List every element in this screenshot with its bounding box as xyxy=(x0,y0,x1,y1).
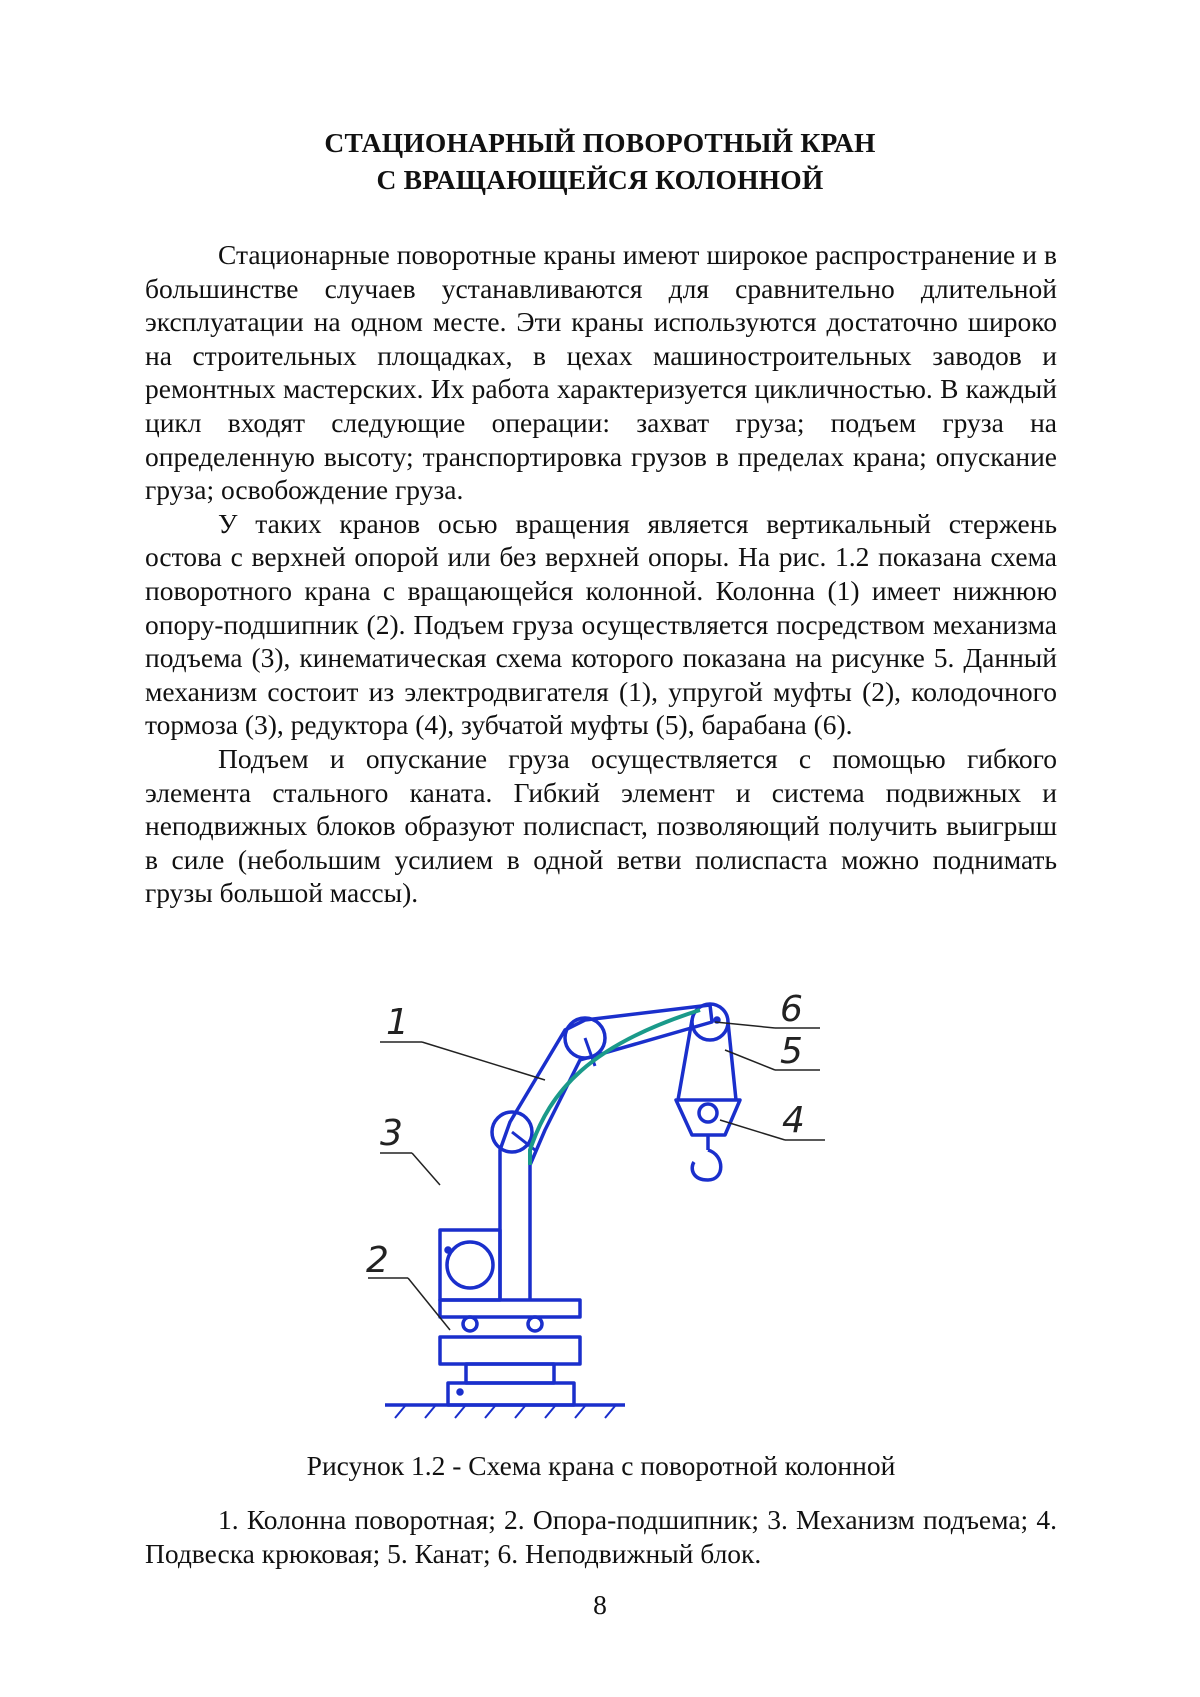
ground-hatch xyxy=(425,1406,435,1418)
crane-schematic xyxy=(366,989,940,1430)
paragraph: Стационарные поворотные краны имеют широкое распространение и в большинстве случаев устанавливаются для сравнительно длительной эксплуатации на одном месте. Эти краны используются достаточно широко на строительных площадках, в цехах машиностроительных заводов и ремонтных мастерских. Их работа характеризуется цикличностью. В каждый цикл входят следующие операции: захват груза; подъем груза на определенную высоту; транспортировка грузов в пределах крана; опускание груза; освобождение груза. xyxy=(145,239,1057,506)
rope-branch-right xyxy=(728,1022,736,1100)
leader-line xyxy=(720,1120,785,1140)
ground-hatch xyxy=(455,1406,465,1418)
figure-legend xyxy=(145,1503,1057,1570)
callout-4: 4 xyxy=(782,1100,805,1141)
leader-line xyxy=(715,1022,775,1028)
bearing-roller-left xyxy=(463,1317,477,1331)
paragraph: У таких кранов осью вращения является вертикальный стержень остова с верхней опорой или без верхней опоры. На рис. 1.2 показана схема поворотного крана с вращающейся колонной. Колонна (1) имеет нижнюю опору-подшипник (2). Подъем груза осуществляется посредством механизма подъема (3), кинематическая схема которого показана на рисунке 5. Данный механизм состоит из электродвигателя (1), упругой муфты (2), колодочного тормоза (3), редуктора (4), зубчатой муфты (5), барабана (6). xyxy=(145,507,1057,741)
callout-3: 3 xyxy=(380,1113,403,1154)
crane-diagram xyxy=(366,989,940,1430)
pedestal xyxy=(466,1364,554,1383)
callout-6: 6 xyxy=(780,989,803,1030)
ground-hatch xyxy=(545,1406,555,1418)
callout-2: 2 xyxy=(366,1240,389,1281)
foundation-block xyxy=(448,1383,574,1405)
leader-line xyxy=(412,1153,440,1185)
ground-hatch xyxy=(395,1406,405,1418)
title-line-2: С ВРАЩАЮЩЕЙСЯ КОЛОННОЙ xyxy=(376,164,824,195)
ground-hatch xyxy=(515,1406,525,1418)
hook xyxy=(692,1150,721,1180)
figure-caption: Рисунок 1.2 - Схема крана с поворотной колонной xyxy=(306,1450,896,1481)
marker-dot xyxy=(458,1390,462,1394)
legend-text: 1. Колонна поворотная; 2. Опора-подшипник; 3. Механизм подъема; 4. Подвеска крюковая; 5. Канат; 6. Неподвижный блок. xyxy=(145,1504,1057,1569)
leader-line xyxy=(422,1042,545,1080)
body-text xyxy=(145,238,1057,910)
page-number: 8 xyxy=(593,1589,607,1620)
title-line-1: СТАЦИОНАРНЫЙ ПОВОРОТНЫЙ КРАН xyxy=(324,127,876,158)
callout-1: 1 xyxy=(386,1002,409,1043)
bearing-lower-plate xyxy=(440,1337,580,1364)
ground-hatch xyxy=(575,1406,585,1418)
ground-hatch xyxy=(485,1406,495,1418)
page-title xyxy=(145,124,1055,198)
marker-dot xyxy=(446,1248,450,1252)
callout-5: 5 xyxy=(780,1031,803,1072)
ground-hatch xyxy=(605,1406,615,1418)
bearing-upper-plate xyxy=(440,1300,580,1317)
leader-line xyxy=(408,1278,450,1330)
paragraph: Подъем и опускание груза осуществляется с помощью гибкого элемента стального каната. Гибкий элемент и система подвижных и неподвижных блоков образуют полиспаст, позволяющий получить выигрыш в силе (небольшим усилием в одной ветви полиспаста можно поднимать грузы большой массы). xyxy=(145,742,1057,909)
hoist-drum xyxy=(447,1242,493,1288)
bearing-roller-right xyxy=(528,1317,542,1331)
hook-block-sheave xyxy=(699,1104,717,1122)
